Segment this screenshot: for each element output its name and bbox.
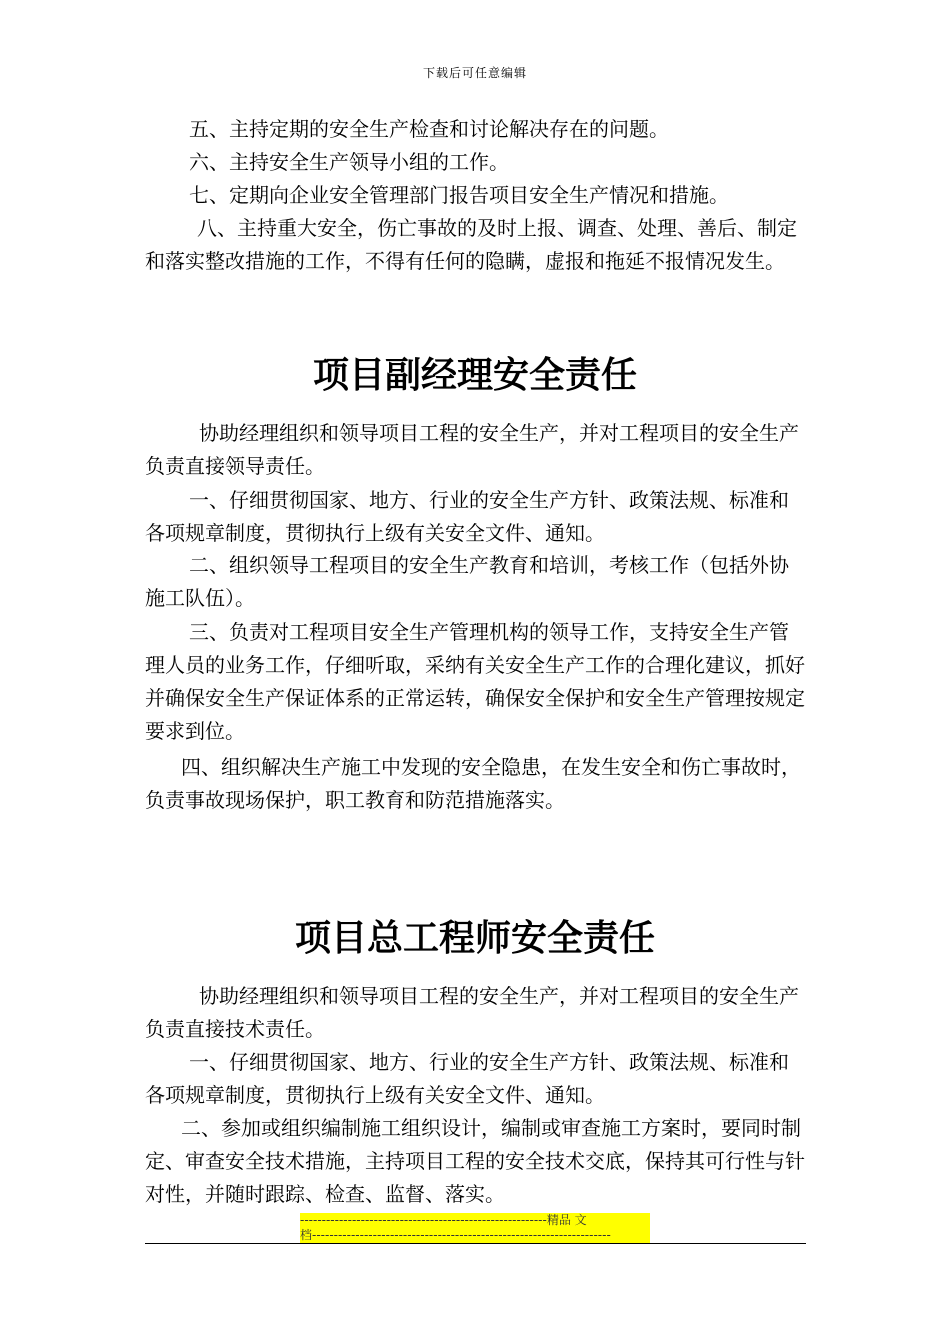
footer-divider (145, 1243, 806, 1244)
footer-watermark-line-2: 档--------------------------------------------------------------------- (300, 1228, 650, 1243)
paragraph-deputy-2: 二、组织领导工程项目的安全生产教育和培训，考核工作（包括外协施工队伍）。 (145, 553, 789, 610)
paragraph-engineer-1: 一、仔细贯彻国家、地方、行业的安全生产方针、政策法规、标准和各项规章制度，贯彻执行上级有关安全文件、通知。 (145, 1050, 789, 1107)
paragraph-deputy-3: 三、负责对工程项目安全生产管理机构的领导工作，支持安全生产管理人员的业务工作，仔细听取，采纳有关安全生产工作的合理化建议，抓好并确保安全生产保证体系的正常运转，确保安全保护和安全生产管理按规定要求到位。 (145, 620, 805, 743)
page-header-note: 下载后可任意编辑 (422, 66, 527, 80)
paragraph-deputy-4: 四、组织解决生产施工中发现的安全隐患，在发生安全和伤亡事故时，负责事故现场保护，职工教育和防范措施落实。 (145, 755, 801, 812)
footer-watermark-line-1: ---------------------------------------------------------精品 文 (300, 1213, 650, 1228)
paragraph-prev-8: 八、主持重大安全，伤亡事故的及时上报、调查、处理、善后、制定和落实整改措施的工作，不得有任何的隐瞒，虚报和拖延不报情况发生。 (145, 216, 797, 273)
paragraph-prev-5: 五、主持定期的安全生产检查和讨论解决存在的问题。 (189, 117, 669, 141)
section-title-chief-engineer: 项目总工程师安全责任 (294, 918, 655, 959)
paragraph-prev-6: 六、主持安全生产领导小组的工作。 (189, 150, 509, 174)
paragraph-deputy-intro: 协助经理组织和领导项目工程的安全生产，并对工程项目的安全生产负责直接领导责任。 (145, 421, 799, 478)
section-title-deputy-manager: 项目副经理安全责任 (312, 355, 637, 396)
paragraph-engineer-intro: 协助经理组织和领导项目工程的安全生产，并对工程项目的安全生产负责直接技术责任。 (145, 984, 799, 1041)
paragraph-prev-7: 七、定期向企业安全管理部门报告项目安全生产情况和措施。 (189, 183, 729, 207)
paragraph-engineer-2: 二、参加或组织编制施工组织设计，编制或审查施工方案时，要同时制定、审查安全技术措施，主持项目工程的安全技术交底，保持其可行性与针对性，并随时跟踪、检查、监督、落实。 (145, 1116, 805, 1206)
paragraph-deputy-1: 一、仔细贯彻国家、地方、行业的安全生产方针、政策法规、标准和各项规章制度，贯彻执行上级有关安全文件、通知。 (145, 488, 789, 545)
